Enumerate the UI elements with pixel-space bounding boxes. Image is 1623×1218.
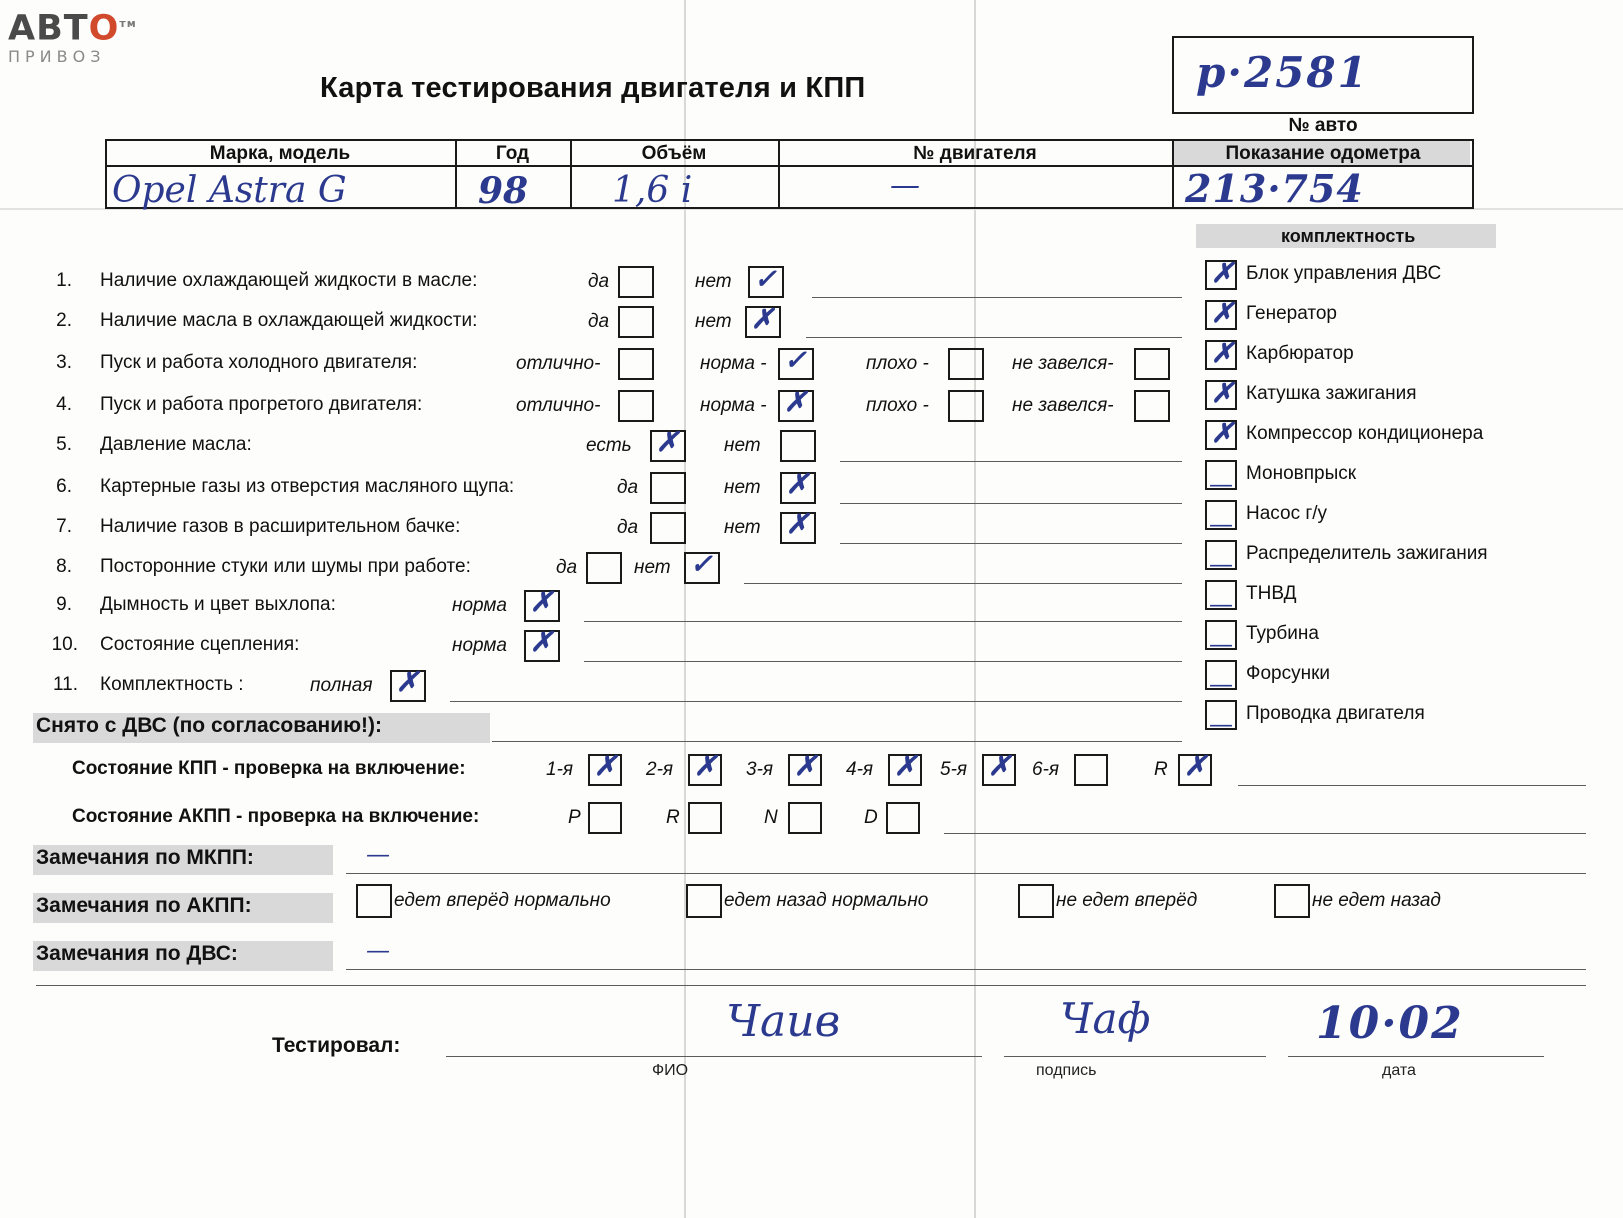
checklist-10-note-line	[584, 661, 1182, 662]
checklist-6-option-1-check: ✗	[786, 469, 809, 500]
signature-caption: подпись	[1036, 1062, 1097, 1079]
fio-value: Чаив	[726, 996, 841, 1047]
mkpp-gear-0-checkbox[interactable]	[588, 751, 622, 786]
completeness-dash-7: —	[1209, 550, 1233, 578]
value-odometer: 213·754	[1185, 166, 1364, 211]
checklist-8-option-0-label: да	[556, 557, 578, 578]
checklist-number-6: 6.	[56, 476, 72, 497]
checklist-4-option-1-checkbox[interactable]	[778, 387, 814, 422]
value-engine-number: —	[890, 168, 920, 203]
notes-dvs-line	[346, 969, 1586, 970]
mkpp-gear-2-checkbox[interactable]	[788, 751, 822, 786]
fio-line	[446, 1056, 982, 1057]
completeness-dash-11: —	[1209, 710, 1233, 738]
checklist-number-1: 1.	[56, 270, 72, 291]
completeness-label-11: Проводка двигателя	[1246, 703, 1425, 724]
checklist-3-option-2-label: плохо -	[866, 353, 929, 374]
date-value: 10·02	[1316, 998, 1464, 1049]
checklist-5-note-line	[840, 461, 1182, 462]
checklist-7-note-line	[840, 543, 1182, 544]
completeness-title: комплектность	[1281, 226, 1416, 246]
checklist-2-note-line	[806, 337, 1182, 338]
checklist-text-4: Пуск и работа прогретого двигателя:	[100, 394, 423, 415]
checklist-4-option-1-check: ✗	[784, 387, 807, 418]
completeness-checkbox-0[interactable]	[1205, 260, 1237, 290]
mkpp-gear-5-label: 6-я	[1032, 759, 1060, 780]
value-volume: 1,6 i	[612, 170, 693, 211]
notes-akpp-option-3-label: не едет назад	[1312, 890, 1441, 911]
checklist-5-option-0-checkbox[interactable]	[650, 427, 686, 462]
checklist-7-option-1-check: ✗	[786, 509, 809, 540]
checklist-number-8: 8.	[56, 556, 72, 577]
checklist-4-option-0-label: отлично-	[516, 395, 601, 416]
column-header-year: Год	[495, 143, 530, 164]
mkpp-note-line	[1238, 785, 1586, 786]
checklist-2-option-1-label: нет	[695, 311, 732, 332]
checklist-text-2: Наличие масла в охлаждающей жидкости:	[100, 310, 478, 331]
mkpp-gear-3-label: 4-я	[846, 759, 874, 780]
paper-fold-line-right	[974, 0, 976, 1218]
notes-mkpp-value: —	[366, 840, 390, 868]
checklist-6-option-1-label: нет	[724, 477, 761, 498]
akpp-mode-0-label: P	[568, 807, 581, 828]
akpp-mode-1-checkbox[interactable]	[688, 802, 722, 834]
mkpp-check-label: Состояние КПП - проверка на включение:	[72, 758, 466, 779]
mkpp-gear-1-label: 2-я	[646, 759, 674, 780]
checklist-6-option-0-label: да	[617, 477, 639, 498]
checklist-3-option-0-checkbox[interactable]	[618, 348, 654, 380]
checklist-3-option-1-checkbox[interactable]	[778, 345, 814, 380]
checklist-4-option-1-label: норма -	[700, 395, 767, 416]
value-year: 98	[478, 170, 529, 212]
akpp-mode-2-label: N	[764, 807, 778, 828]
completeness-check-1: ✗	[1211, 298, 1234, 329]
mkpp-gear-0-label: 1-я	[546, 759, 574, 780]
checklist-9-option-0-checkbox[interactable]	[524, 587, 560, 622]
checklist-number-7: 7.	[56, 516, 72, 537]
checklist-text-10: Состояние сцепления:	[100, 634, 300, 655]
column-header-volume: Объём	[641, 143, 707, 164]
notes-akpp-label: Замечания по АКПП:	[36, 894, 252, 917]
signature-value: Чаф	[1060, 994, 1151, 1043]
completeness-dash-10: —	[1209, 670, 1233, 698]
checklist-4-option-3-checkbox[interactable]	[1134, 390, 1170, 422]
completeness-label-7: Распределитель зажигания	[1246, 543, 1488, 564]
checklist-6-option-0-checkbox[interactable]	[650, 472, 686, 504]
checklist-8-option-1-checkbox[interactable]	[684, 549, 720, 584]
completeness-checkbox-4[interactable]	[1205, 420, 1237, 450]
mkpp-gear-4-checkbox[interactable]	[982, 751, 1016, 786]
akpp-check-label: Состояние АКПП - проверка на включение:	[72, 806, 480, 827]
logo-line2: ПРИВОЗ	[8, 46, 106, 66]
checklist-4-option-2-checkbox[interactable]	[948, 390, 984, 422]
akpp-mode-2-checkbox[interactable]	[788, 802, 822, 834]
mkpp-gear-2-check: ✗	[794, 751, 817, 782]
checklist-8-option-1-check: ✓	[690, 549, 713, 580]
mkpp-gear-1-checkbox[interactable]	[688, 751, 722, 786]
checklist-2-option-0-checkbox[interactable]	[618, 306, 654, 338]
removed-section-line	[492, 741, 1182, 742]
fio-caption: ФИО	[652, 1062, 689, 1079]
checklist-7-option-0-label: да	[617, 517, 639, 538]
date-caption: дата	[1382, 1062, 1416, 1079]
mkpp-gear-5-checkbox[interactable]	[1074, 754, 1108, 786]
tested-by-label: Тестировал:	[272, 1034, 401, 1057]
mkpp-gear-6-checkbox[interactable]	[1178, 751, 1212, 786]
akpp-mode-1-label: R	[666, 807, 680, 828]
notes-akpp-option-0-label: едет вперёд нормально	[394, 890, 611, 911]
checklist-1-option-1-label: нет	[695, 271, 732, 292]
checklist-7-option-1-label: нет	[724, 517, 761, 538]
checklist-3-option-0-label: отлично-	[516, 353, 601, 374]
notes-akpp-option-1-checkbox[interactable]	[686, 884, 722, 918]
completeness-dash-9: —	[1209, 630, 1233, 658]
checklist-number-9: 9.	[56, 594, 72, 615]
mkpp-gear-6-label: R	[1154, 759, 1168, 780]
checklist-1-note-line	[812, 297, 1182, 298]
completeness-check-0: ✗	[1211, 258, 1234, 289]
checklist-9-note-line	[584, 621, 1182, 622]
checklist-3-option-1-check: ✓	[784, 345, 807, 376]
mkpp-gear-0-check: ✗	[594, 751, 617, 782]
checklist-3-option-3-checkbox[interactable]	[1134, 348, 1170, 380]
completeness-label-10: Форсунки	[1246, 663, 1330, 684]
checklist-1-option-0-label: да	[588, 271, 610, 292]
checklist-number-3: 3.	[56, 352, 72, 373]
akpp-mode-3-checkbox[interactable]	[886, 802, 920, 834]
completeness-label-2: Карбюратор	[1246, 343, 1354, 364]
checklist-text-9: Дымность и цвет выхлопа:	[100, 594, 336, 615]
logo-line1	[8, 6, 178, 47]
checklist-1-option-0-checkbox[interactable]	[618, 266, 654, 298]
checklist-10-option-0-label: норма	[452, 635, 507, 656]
checklist-6-note-line	[840, 503, 1182, 504]
checklist-text-6: Картерные газы из отверстия масляного щупа:	[100, 476, 515, 497]
checklist-number-2: 2.	[56, 310, 72, 331]
checklist-text-5: Давление масла:	[100, 434, 252, 455]
completeness-label-9: Турбина	[1246, 623, 1319, 644]
completeness-label-6: Насос г/у	[1246, 503, 1328, 524]
checklist-2-option-1-checkbox[interactable]	[745, 306, 781, 338]
checklist-10-option-0-checkbox[interactable]	[524, 627, 560, 662]
checklist-7-option-0-checkbox[interactable]	[650, 512, 686, 544]
auto-number-label: № авто	[1288, 115, 1358, 136]
checklist-2-option-0-label: да	[588, 311, 610, 332]
notes-akpp-option-2-label: не едет вперёд	[1056, 890, 1198, 911]
checklist-11-option-0-label: полная	[310, 675, 373, 696]
auto-number-value: р·2581	[1196, 48, 1369, 97]
checklist-3-option-2-checkbox[interactable]	[948, 348, 984, 380]
akpp-mode-0-checkbox[interactable]	[588, 802, 622, 834]
logo-letter-o: О	[88, 8, 120, 49]
completeness-dash-5: —	[1209, 470, 1233, 498]
column-header-make-model: Марка, модель	[209, 143, 351, 164]
date-line	[1288, 1056, 1544, 1057]
notes-akpp-option-1-label: едет назад нормально	[724, 890, 929, 911]
checklist-3-option-1-label: норма -	[700, 353, 767, 374]
completeness-check-2: ✗	[1211, 338, 1234, 369]
mkpp-gear-3-check: ✗	[894, 751, 917, 782]
checklist-text-1: Наличие охлаждающей жидкости в масле:	[100, 270, 478, 291]
column-header-odometer: Показание одометра	[1225, 143, 1421, 164]
checklist-1-option-1-checkbox[interactable]	[748, 266, 784, 298]
checklist-2-option-1-check: ✗	[751, 304, 774, 335]
notes-extra-line	[36, 985, 1586, 986]
completeness-label-1: Генератор	[1246, 303, 1337, 324]
akpp-mode-3-label: D	[864, 807, 878, 828]
notes-dvs-value: —	[366, 936, 390, 964]
notes-mkpp-line	[346, 873, 1586, 874]
checklist-4-option-3-label: не завелся-	[1012, 395, 1114, 416]
completeness-checkbox-3[interactable]	[1205, 380, 1237, 410]
signature-line	[1004, 1056, 1266, 1057]
mkpp-gear-6-check: ✗	[1184, 751, 1207, 782]
mkpp-gear-4-check: ✗	[988, 751, 1011, 782]
completeness-check-3: ✗	[1211, 378, 1234, 409]
completeness-label-5: Моновпрыск	[1246, 463, 1357, 484]
removed-section-title: Снято с ДВС (по согласованию!):	[36, 714, 383, 737]
completeness-dash-6: —	[1209, 510, 1233, 538]
checklist-5-option-0-label: есть	[586, 435, 632, 456]
checklist-1-option-1-check: ✓	[754, 264, 777, 295]
checklist-11-option-0-check: ✗	[396, 667, 419, 698]
avtoprivoz-logo	[8, 6, 178, 74]
completeness-check-4: ✗	[1211, 418, 1234, 449]
checklist-8-note-line	[744, 583, 1182, 584]
page-title: Карта тестирования двигателя и КПП	[320, 72, 866, 104]
notes-dvs-label: Замечания по ДВС:	[36, 942, 238, 965]
checklist-text-7: Наличие газов в расширительном бачке:	[100, 516, 461, 537]
akpp-note-line	[944, 833, 1586, 834]
checklist-text-3: Пуск и работа холодного двигателя:	[100, 352, 418, 373]
mkpp-gear-2-label: 3-я	[746, 759, 774, 780]
completeness-label-8: ТНВД	[1246, 583, 1297, 604]
checklist-7-option-1-checkbox[interactable]	[780, 509, 816, 544]
checklist-9-option-0-label: норма	[452, 595, 507, 616]
logo-trademark: тм	[119, 17, 137, 30]
completeness-checkbox-2[interactable]	[1205, 340, 1237, 370]
completeness-checkbox-1[interactable]	[1205, 300, 1237, 330]
column-header-engine-number: № двигателя	[913, 143, 1037, 164]
value-make-model: Opel Astra G	[112, 170, 347, 211]
checklist-3-option-3-label: не завелся-	[1012, 353, 1114, 374]
checklist-number-10: 10.	[51, 634, 78, 655]
mkpp-gear-4-label: 5-я	[940, 759, 968, 780]
checklist-4-option-2-label: плохо -	[866, 395, 929, 416]
notes-mkpp-label: Замечания по МКПП:	[36, 846, 254, 869]
checklist-5-option-1-checkbox[interactable]	[780, 430, 816, 462]
checklist-10-option-0-check: ✗	[530, 627, 553, 658]
checklist-number-11: 11.	[52, 674, 78, 695]
checklist-5-option-0-check: ✗	[656, 427, 679, 458]
logo-text-avt: АВТ	[8, 8, 89, 49]
notes-akpp-option-3-checkbox[interactable]	[1274, 884, 1310, 918]
checklist-9-option-0-check: ✗	[530, 587, 553, 618]
completeness-label-0: Блок управления ДВС	[1246, 263, 1442, 284]
notes-akpp-option-2-checkbox[interactable]	[1018, 884, 1054, 918]
checklist-number-5: 5.	[56, 434, 72, 455]
checklist-5-option-1-label: нет	[724, 435, 761, 456]
checklist-8-option-1-label: нет	[634, 557, 671, 578]
completeness-dash-8: —	[1209, 590, 1233, 618]
notes-akpp-option-0-checkbox[interactable]	[356, 884, 392, 918]
completeness-label-3: Катушка зажигания	[1246, 383, 1417, 404]
checklist-8-option-0-checkbox[interactable]	[586, 552, 622, 584]
checklist-4-option-0-checkbox[interactable]	[618, 390, 654, 422]
checklist-11-option-0-checkbox[interactable]	[390, 667, 426, 702]
checklist-text-8: Посторонние стуки или шумы при работе:	[100, 556, 471, 577]
checklist-6-option-1-checkbox[interactable]	[780, 469, 816, 504]
checklist-number-4: 4.	[56, 394, 72, 415]
mkpp-gear-1-check: ✗	[694, 751, 717, 782]
checklist-text-11: Комплектность :	[100, 674, 244, 695]
completeness-label-4: Компрессор кондиционера	[1246, 423, 1484, 444]
checklist-11-note-line	[450, 701, 1182, 702]
mkpp-gear-3-checkbox[interactable]	[888, 751, 922, 786]
